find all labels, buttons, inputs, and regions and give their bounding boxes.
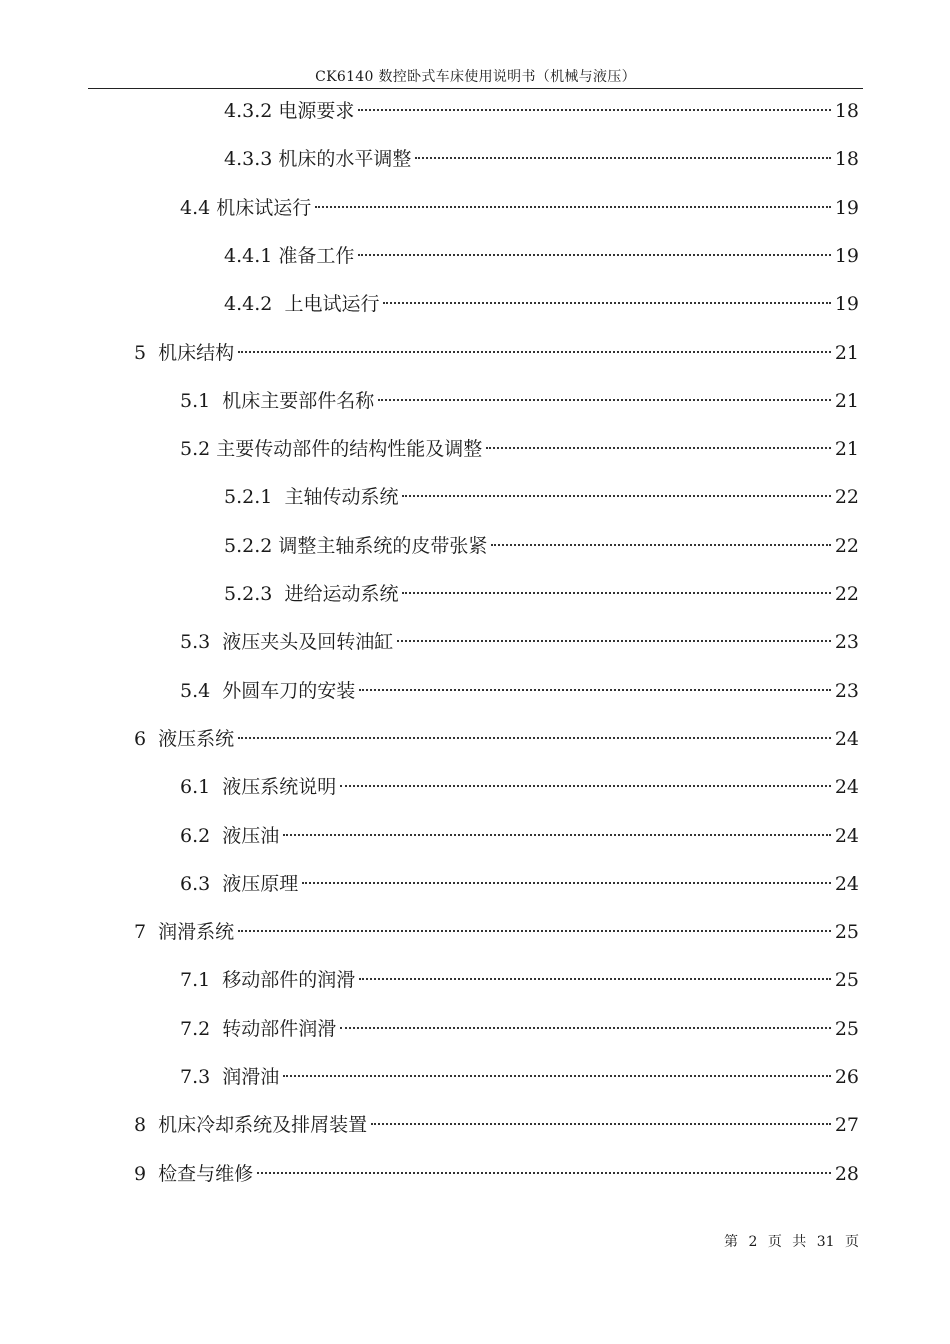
toc-entry-number: 5.4: [180, 679, 223, 702]
toc-entry-number: 7.2: [180, 1017, 223, 1040]
toc-entry[interactable]: [180, 965, 859, 995]
toc-dot-leader: [257, 1172, 831, 1174]
toc-entry-title: 液压原理: [222, 872, 299, 895]
toc-entry[interactable]: [180, 676, 859, 706]
toc-entry-number: 5.2.3: [224, 583, 285, 605]
toc-entry[interactable]: [134, 338, 859, 368]
toc-entry-title: 上电试运行: [284, 293, 380, 316]
toc-entry-title: 机床主要部件名称: [222, 389, 375, 412]
toc-entry[interactable]: [180, 627, 859, 657]
toc-entry-title: 机床的水平调整: [278, 148, 412, 171]
toc-page-number: 22: [834, 534, 859, 557]
toc-entry-title: 移动部件的润滑: [222, 969, 356, 992]
toc-entry-title: 液压系统: [158, 727, 235, 750]
toc-entry-number: 7: [134, 921, 159, 944]
toc-page-number: 18: [834, 100, 859, 122]
toc-entry[interactable]: [180, 821, 859, 851]
toc-page-number: 25: [834, 1017, 859, 1040]
toc-entry-title: 转动部件润滑: [222, 1017, 337, 1040]
toc-page-number: 19: [834, 244, 859, 267]
toc-entry-title: 主要传动部件的结构性能及调整: [216, 438, 483, 461]
toc-page-number: 24: [834, 872, 859, 895]
toc-entry-title: 调整主轴系统的皮带张紧: [278, 534, 488, 557]
toc-entry[interactable]: [180, 386, 859, 416]
toc-entry-title: 检查与维修: [158, 1162, 254, 1185]
page-number-footer: 第 2 页 共 31 页: [724, 1234, 859, 1250]
toc-page-number: 26: [834, 1066, 859, 1088]
toc-dot-leader: [378, 399, 831, 401]
toc-dot-leader: [238, 737, 831, 739]
toc-entry-title: 机床结构: [158, 341, 235, 364]
toc-entry[interactable]: [180, 193, 859, 223]
toc-dot-leader: [397, 640, 831, 642]
toc-entry-number: 5.1: [180, 389, 223, 412]
toc-entry[interactable]: [134, 1159, 859, 1189]
toc-entry[interactable]: [180, 772, 859, 802]
toc-entry-number: 4.4.1: [224, 244, 279, 267]
toc-dot-leader: [358, 109, 830, 111]
toc-entry-title: 润滑油: [222, 1066, 280, 1088]
toc-entry[interactable]: [134, 917, 859, 947]
toc-entry-number: 5: [134, 341, 159, 364]
toc-dot-leader: [238, 351, 831, 353]
toc-entry[interactable]: [224, 241, 859, 271]
running-header: CK6140 数控卧式车床使用说明书（机械与液压）: [315, 69, 636, 85]
toc-dot-leader: [283, 834, 831, 836]
toc-page-number: 22: [834, 486, 859, 509]
toc-entry-number: 7.3: [180, 1066, 223, 1088]
toc-entry-number: 6.2: [180, 824, 223, 847]
toc-entry-title: 润滑系统: [158, 921, 235, 944]
toc-page-number: 28: [834, 1162, 859, 1185]
toc-page-number: 21: [834, 341, 859, 364]
toc-entry[interactable]: [224, 289, 859, 319]
toc-dot-leader: [359, 689, 831, 691]
toc-page-number: 23: [834, 631, 859, 654]
toc-entry-number: 5.2.2: [224, 534, 279, 557]
toc-dot-leader: [383, 302, 830, 304]
toc-entry-number: 6.3: [180, 872, 223, 895]
toc-entry-number: 4.4: [180, 196, 217, 219]
toc-entry-number: 5.2: [180, 438, 217, 461]
toc-page-number: 22: [834, 583, 859, 605]
toc-entry[interactable]: [180, 1014, 859, 1044]
toc-dot-leader: [283, 1075, 831, 1077]
toc-entry-number: 5.3: [180, 631, 223, 654]
toc-entry-number: 8: [134, 1114, 159, 1137]
toc-page-number: 19: [834, 196, 859, 219]
toc-entry[interactable]: [224, 579, 859, 609]
toc-page-number: 24: [834, 727, 859, 750]
toc-page-number: 25: [834, 921, 859, 944]
toc-entry-title: 机床试运行: [216, 196, 312, 219]
toc-entry[interactable]: [224, 96, 859, 126]
toc-dot-leader: [340, 1027, 831, 1029]
toc-dot-leader: [486, 447, 831, 449]
toc-page-number: 24: [834, 824, 859, 847]
toc-entry[interactable]: [180, 1062, 859, 1092]
toc-entry-title: 液压系统说明: [222, 776, 337, 799]
toc-entry-title: 外圆车刀的安装: [222, 679, 356, 702]
toc-entry-number: 9: [134, 1162, 159, 1185]
toc-entry-title: 机床冷却系统及排屑装置: [158, 1114, 368, 1137]
toc-entry-number: 4.3.3: [224, 148, 279, 171]
toc-dot-leader: [340, 785, 831, 787]
toc-dot-leader: [371, 1123, 831, 1125]
toc-entry-number: 6.1: [180, 776, 223, 799]
toc-page-number: 18: [834, 148, 859, 171]
toc-entry-title: 电源要求: [278, 100, 355, 122]
toc-dot-leader: [302, 882, 831, 884]
toc-page-number: 19: [834, 293, 859, 316]
toc-entry-number: 6: [134, 727, 159, 750]
toc-entry-number: 7.1: [180, 969, 223, 992]
toc-entry-title: 液压夹头及回转油缸: [222, 631, 394, 654]
toc-page-number: 21: [834, 438, 859, 461]
toc-dot-leader: [359, 978, 831, 980]
toc-entry[interactable]: [134, 1110, 859, 1140]
toc-entry[interactable]: [180, 869, 859, 899]
toc-page-number: 21: [834, 389, 859, 412]
toc-entry-title: 液压油: [222, 824, 280, 847]
toc-dot-leader: [238, 930, 831, 932]
toc-entry-number: 4.4.2: [224, 293, 285, 316]
toc-entry-title: 进给运动系统: [284, 583, 399, 605]
toc-entry-title: 主轴传动系统: [284, 486, 399, 509]
toc-page-number: 23: [834, 679, 859, 702]
toc-page-number: 25: [834, 969, 859, 992]
toc-page-number: 27: [834, 1114, 859, 1137]
toc-entry[interactable]: [134, 724, 859, 754]
toc-entry-title: 准备工作: [278, 244, 355, 267]
toc-dot-leader: [402, 495, 830, 497]
toc-dot-leader: [415, 157, 830, 159]
toc-dot-leader: [358, 254, 830, 256]
toc-entry-number: 5.2.1: [224, 486, 285, 509]
toc-entry[interactable]: [224, 144, 859, 174]
toc-dot-leader: [491, 544, 830, 546]
toc-dot-leader: [402, 592, 830, 594]
toc-page-number: 24: [834, 776, 859, 799]
toc-entry[interactable]: [224, 531, 859, 561]
toc-entry-number: 4.3.2: [224, 100, 279, 122]
toc-entry[interactable]: [224, 482, 859, 512]
toc-entry[interactable]: [180, 434, 859, 464]
toc-dot-leader: [315, 206, 831, 208]
